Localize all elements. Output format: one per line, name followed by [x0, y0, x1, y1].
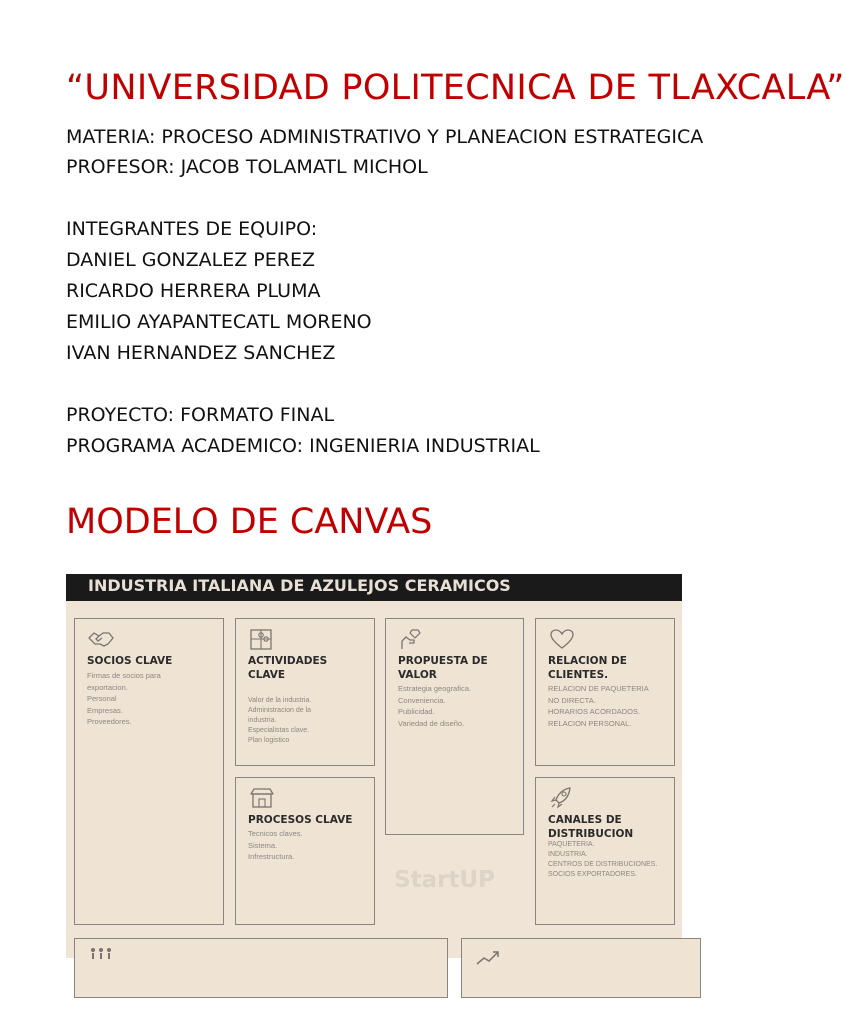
canales-item: PAQUETERIA.	[548, 841, 595, 848]
procesos-item: Tecnicos claves.	[248, 829, 303, 838]
socios-item: exportacion.	[87, 682, 128, 692]
business-model-canvas	[66, 574, 682, 958]
canvas-header	[66, 574, 682, 601]
propuesta-item: Conveniencia.	[398, 695, 446, 705]
handshake-icon	[87, 627, 115, 651]
canales-items	[548, 840, 668, 880]
proyecto-line: PROYECTO: FORMATO FINAL	[66, 404, 335, 426]
relacion-item: RELACION PERSONAL.	[548, 718, 632, 728]
puzzle-icon	[248, 627, 276, 651]
actividades-items	[248, 696, 368, 746]
actividades-item: Administracion de la	[248, 707, 312, 714]
canales-title: CANALES DE DISTRIBUCION	[548, 814, 634, 840]
box-procesos-clave	[235, 777, 375, 925]
materia-line: MATERIA: PROCESO ADMINISTRATIVO Y PLANEACION ESTRATEGICA	[66, 126, 704, 148]
chart-icon	[474, 944, 502, 968]
socios-item: Proveedores.	[87, 717, 132, 726]
startup-watermark: StartUP	[394, 867, 495, 893]
propuesta-item: Variedad de diseño.	[398, 718, 465, 728]
propuesta-item: Publicidad.	[398, 707, 435, 716]
integrante-1: DANIEL GONZALEZ PEREZ	[66, 249, 315, 271]
relacion-item: NO DIRECTA.	[548, 695, 596, 705]
socios-item: Personal	[87, 694, 117, 703]
integrante-4: IVAN HERNANDEZ SANCHEZ	[66, 342, 336, 364]
canales-item: CENTROS DE DISTRIBUCIONES.	[548, 861, 658, 868]
box-actividades-clave	[235, 618, 375, 766]
propuesta-items	[398, 683, 517, 729]
profesor-line: PROFESOR: JACOB TOLAMATL MICHOL	[66, 156, 428, 178]
relacion-item: HORARIOS ACORDADOS.	[548, 707, 641, 716]
procesos-item: Infrestructura.	[248, 852, 295, 861]
section-title: MODELO DE CANVAS	[66, 502, 433, 542]
relacion-title: RELACION DE CLIENTES.	[548, 655, 627, 681]
relacion-item: RELACION DE PAQUETERIA	[548, 684, 649, 693]
box-relacion-clientes	[535, 618, 675, 766]
actividades-item: industria.	[248, 717, 277, 724]
procesos-item: Sistema.	[248, 840, 278, 850]
hand-gem-icon	[398, 627, 426, 651]
actividades-title: ACTIVIDADES CLAVE	[248, 655, 328, 681]
propuesta-item: Estrategia geografica.	[398, 684, 471, 693]
actividades-item: Especialistas clave.	[248, 727, 310, 734]
university-title: “UNIVERSIDAD POLITECNICA DE TLAXCALA”	[66, 68, 845, 108]
relacion-items	[548, 683, 668, 729]
programa-line: PROGRAMA ACADEMICO: INGENIERIA INDUSTRIAL	[66, 435, 540, 457]
actividades-item: Plan logistico	[248, 737, 290, 744]
heart-icon	[548, 627, 576, 651]
rocket-icon	[548, 786, 576, 810]
procesos-title: PROCESOS CLAVE	[248, 814, 353, 826]
box-propuesta-valor	[385, 618, 524, 835]
actividades-item: Valor de la industria.	[248, 697, 312, 704]
socios-item: Firmas de socios para	[87, 671, 161, 680]
box-canales-distribucion	[535, 777, 675, 925]
canales-item: SOCIOS EXPORTADORES.	[548, 871, 637, 878]
canvas-title: INDUSTRIA ITALIANA DE AZULEJOS CERAMICOS	[88, 576, 511, 595]
procesos-items	[248, 828, 368, 863]
box-estructura-costos	[74, 938, 448, 998]
propuesta-title: PROPUESTA DE VALOR	[398, 655, 488, 681]
canales-item: INDUSTRIA.	[548, 851, 588, 858]
socios-title: SOCIOS CLAVE	[87, 655, 173, 667]
integrantes-label: INTEGRANTES DE EQUIPO:	[66, 218, 318, 240]
integrante-3: EMILIO AYAPANTECATL MORENO	[66, 311, 372, 333]
socios-item: Empresas.	[87, 705, 123, 715]
box-socios-clave	[74, 618, 224, 925]
store-icon	[248, 786, 276, 810]
people-icon	[87, 944, 115, 968]
box-fuentes-ingresos	[461, 938, 701, 998]
socios-items	[87, 670, 217, 728]
integrante-2: RICARDO HERRERA PLUMA	[66, 280, 321, 302]
